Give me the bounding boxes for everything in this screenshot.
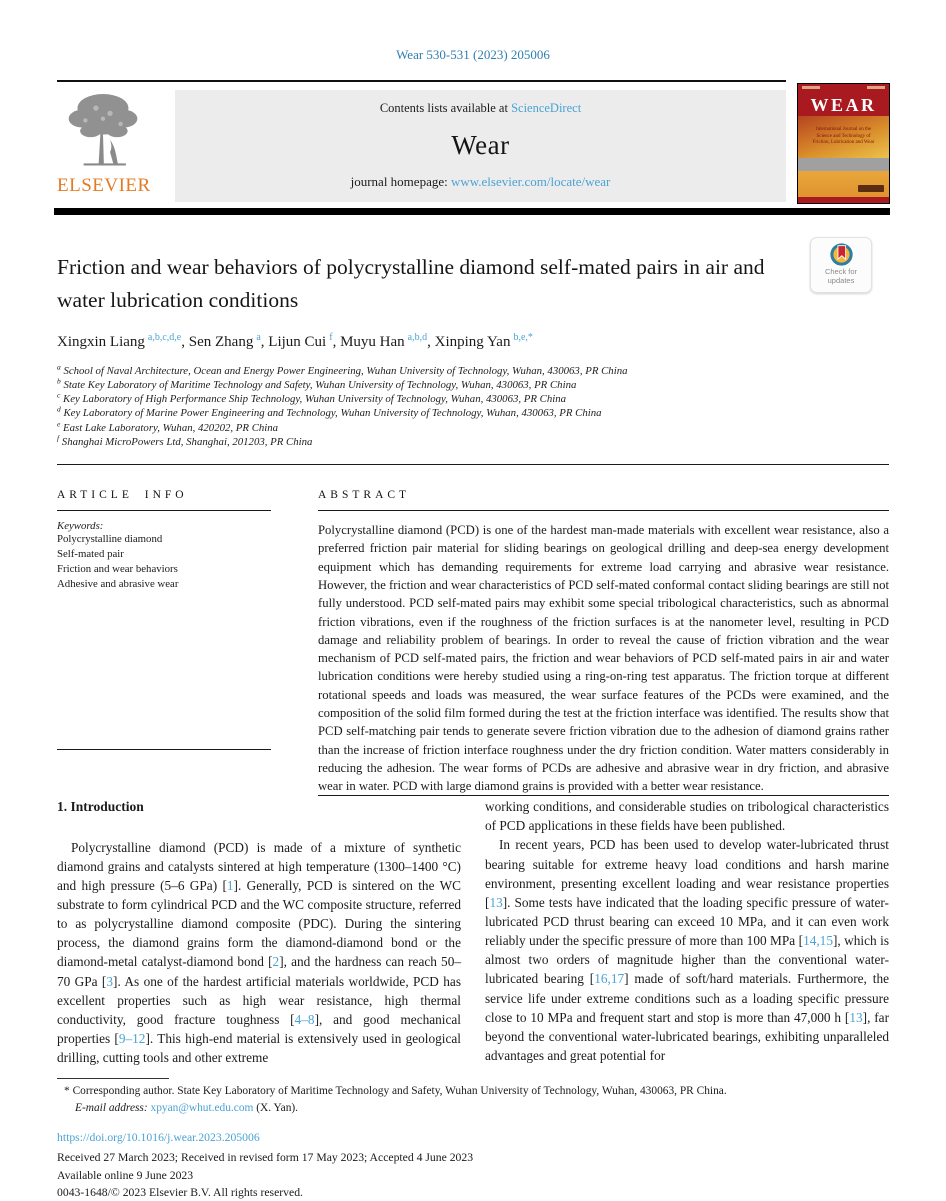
homepage-line <box>351 174 611 190</box>
author: Sen Zhang $^a$ <box>188 331 261 350</box>
cover-subtitle: International Journal on the Science and Technology of Friction, Lubrication and Wear <box>812 126 875 146</box>
affiliation: $^b$ State Key Laboratory of Maritime Technology and Safety, Wuhan University of Technology, Wuhan, 430063, PR China <box>57 376 577 391</box>
available-line: Available online 9 June 2023 <box>57 1168 194 1182</box>
authors-line: Xingxin Liang $^{a,b,c,d,e}$, Sen Zhang $^a$, Lijun Cui $^f$, Muyu Han $^{a,b,d}$, Xinping Yan $^{b,e,*}$ <box>57 331 533 350</box>
header-divider-bar <box>54 208 890 215</box>
email-link[interactable]: xpyan@whut.edu.com <box>150 1102 254 1115</box>
journal-masthead <box>57 80 889 204</box>
keyword: Adhesive and abrasive wear <box>57 577 179 590</box>
crossmark-icon <box>829 242 854 267</box>
article-info-abstract-section <box>57 465 889 794</box>
masthead-banner <box>57 80 786 204</box>
intro-right-paragraphs <box>485 797 889 1065</box>
affiliation: $^e$ East Lake Laboratory, Wuhan, 420202, PR China <box>57 419 279 434</box>
author: Xingxin Liang $^{a,b,c,d,e}$ <box>57 331 182 350</box>
received-line: Received 27 March 2023; Received in revised form 17 May 2023; Accepted 4 June 2023 <box>57 1151 474 1165</box>
journal-name: Wear <box>451 129 510 160</box>
elsevier-logo <box>57 82 175 204</box>
footnote-rule <box>57 1078 169 1079</box>
affiliations-list <box>57 364 889 450</box>
page-title: Friction and wear behaviors of polycrystalline diamond self-mated pairs in air and water lubrication conditions <box>57 255 765 313</box>
article-info-rule <box>57 510 271 511</box>
affiliation: $^c$ Key Laboratory of High Performance Ship Technology, Wuhan University of Technology, Wuhan, 430063, PR China <box>57 390 567 406</box>
check-for-updates-badge[interactable] <box>810 237 872 293</box>
contents-line <box>380 101 581 116</box>
intro-right-column <box>485 797 889 1067</box>
paragraph: Polycrystalline diamond (PCD) is made of a mixture of synthetic diamond grains and catalysts sintered at high temperature (1300–1400 °C) and high pressure (5–6 GPa) [1]. Generally, PCD is sintered on the WC substrate to form cylindrical PCD and the WC composite structure, referred to as polycrystalline diamond composite (PDC). During the sintering process, the diamond grains form the diamond-diamond bond or the diamond-metal catalyst-diamond bond [2], and the hardness can reach 50–70 GPa [3]. As one of the hardest artificial materials worldwide, PCD has excellent properties such as high wear resistance, high thermal conductivity, good fracture toughness [4–8], and good mechanical properties [9–12]. This high-end material is extensively used in geological drilling, cutting tools and other extreme <box>57 839 461 1066</box>
copyright-line: 0043-1648/© 2023 Elsevier B.V. All rights reserved. <box>57 1186 303 1200</box>
author: Xinping Yan $^{b,e,*}$ <box>434 331 533 350</box>
introduction-section <box>57 797 889 1067</box>
affiliation: $^a$ School of Naval Architecture, Ocean and Energy Power Engineering, Wuhan University of Technology, Wuhan, 430063, PR China <box>57 362 628 377</box>
elsevier-wordmark: ELSEVIER <box>57 175 151 196</box>
cover-title: WEAR <box>810 95 877 115</box>
journal-cover-thumbnail[interactable] <box>797 83 890 204</box>
doi-link[interactable]: https://doi.org/10.1016/j.wear.2023.205006 <box>57 1131 260 1145</box>
check-badge-label: Check for updates <box>824 267 858 286</box>
masthead-gray-panel <box>175 90 786 202</box>
sciencedirect-link[interactable]: ScienceDirect <box>511 101 582 115</box>
keyword: Polycrystalline diamond <box>57 533 163 546</box>
abstract-heading: ABSTRACT <box>318 489 411 502</box>
article-info-column <box>57 489 300 750</box>
abstract-column <box>318 489 889 794</box>
footnote-marker: * <box>64 1085 70 1098</box>
keywords-label: Keywords: <box>57 520 104 533</box>
cover-bottom-strip <box>798 171 889 197</box>
intro-left-paragraphs <box>57 838 461 1068</box>
section-heading: 1. Introduction <box>57 799 144 815</box>
corresponding-author-footnote <box>57 1078 889 1117</box>
affiliation: $^f$ Shanghai MicroPowers Ltd, Shanghai, 201203, PR China <box>57 433 313 448</box>
footnote-text: * Corresponding author. State Key Laboratory of Maritime Technology and Safety, Wuhan University of Technology, Wuhan, 430063, PR China. <box>64 1085 727 1098</box>
paragraph: In recent years, PCD has been used to develop water-lubricated thrust bearing suitable for extreme heavy load conditions and harsh marine environment, presenting excellent loading and wear resistance properties [13]. Some tests have indicated that the loading specific pressure of water-lubricated PCD thrust bearing can exceed 10 MPa, and it can even work reliably under the specific pressure of more than 100 MPa [14,15], which is almost two orders of magnitude higher than the conventional water-lubricated bearing [16,17] made of soft/hard materials. Furthermore, the service life under extreme conditions such as a loading specific pressure close to 10 MPa and frequent start and stop is more than 47,000 h [13], far beyond the conventional water-lubricated bearings, exhibiting unparalleled advantages and great potential for <box>485 837 889 1063</box>
elsevier-tree-icon <box>59 87 147 175</box>
keyword: Self-mated pair <box>57 548 124 561</box>
keyword: Friction and wear behaviors <box>57 562 178 575</box>
footnote-email-line <box>57 1100 889 1117</box>
cover-middle <box>798 116 889 158</box>
homepage-prefix: journal homepage: <box>350 174 448 189</box>
article-footer <box>57 1129 889 1201</box>
email-label: E-mail address: <box>75 1102 148 1115</box>
abstract-rule <box>318 510 889 511</box>
author: Muyu Han $^{a,b,d}$ <box>340 331 428 350</box>
article-info-heading: ARTICLE INFO <box>57 489 188 502</box>
keywords-list <box>57 532 300 592</box>
contents-prefix: Contents lists available at <box>379 101 508 115</box>
abstract-text: Polycrystalline diamond (PCD) is one of the hardest man-made materials with excellent wear resistance, also a preferred friction pair material for sliding bearings on geological drilling and deep-sea energy development equipment which has demanding requirements for extreme load carrying and abrasive wear resistance. However, the friction and wear characteristics of PCD self-mated conformal contact sliding bearings are still not fully understood. PCD self-mated pairs may exhibit some special tribological characteristics, such as abnormal friction vibrations, even if the roughness of the friction surfaces is at the nanometer level, resulting in PCD damage and reliability problem of bearings. In order to reveal the cause of friction vibration and the wear mechanism of PCD self-mated pairs, the friction and wear behaviors of PCD self-mated pairs in air and water lubrication conditions were hereby studied using a ring-on-ring test apparatus. The friction torque at different rotational speeds and loads was measured, the wear surface features of the PCDs were examined, and the composition of the solid film formed during the test at the friction interface was identified. The results show that PCD self-matching pair tends to generate severe friction vibration due to the adhesion of diamond grains rather than the increase of friction interface roughness under the dry friction condition. Water matters considerably in reducing the adhesion. The wear forms of PCDs are adhesive and abrasive wear in dry friction, and abrasive wear in water. PCD with large diamond grains is provided with a better wear resistance. <box>318 523 889 794</box>
cover-gray-band <box>798 158 889 171</box>
paragraph: working conditions, and considerable studies on tribological characteristics of PCD applications in these fields have been published. <box>485 799 889 834</box>
homepage-link[interactable]: www.elsevier.com/locate/wear <box>450 174 611 189</box>
author: Lijun Cui $^f$ <box>268 331 333 350</box>
affiliation: $^d$ Key Laboratory of Marine Power Engineering and Technology, Wuhan University of Technology, Wuhan, 430063, PR China <box>57 404 602 420</box>
journal-reference: Wear 530-531 (2023) 205006 <box>396 47 550 62</box>
cover-top-strip <box>798 84 889 93</box>
email-suffix: (X. Yan). <box>256 1102 299 1115</box>
intro-left-column <box>57 797 461 1067</box>
article-info-bottom-rule <box>57 749 271 750</box>
